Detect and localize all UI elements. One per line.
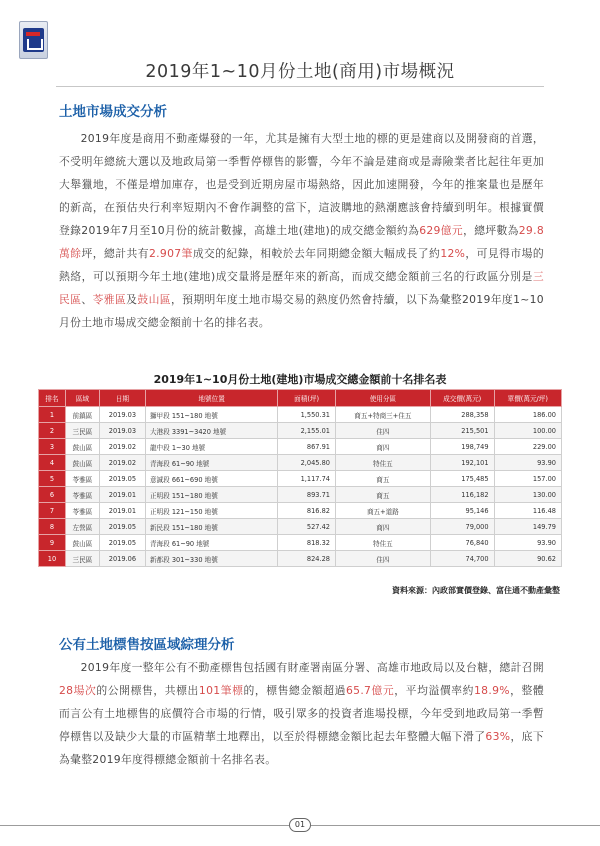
rank-cell: 5 xyxy=(39,471,66,487)
highlight-premium-rate: 18.9% xyxy=(474,684,510,697)
zoning-cell: 商五 xyxy=(335,487,430,503)
text-segment: ，可見得市場的熱絡，可以預期今年土地(建地)成交量將是歷年來的新高，而成交總金額前三名的行政區分別是 xyxy=(59,247,544,283)
unit-price-cell: 186.00 xyxy=(494,407,561,423)
district-cell: 左營區 xyxy=(66,519,100,535)
table-row xyxy=(39,503,562,519)
date-cell: 2019.06 xyxy=(99,551,145,567)
price-cell: 95,146 xyxy=(430,503,494,519)
column-header: 排名 xyxy=(39,390,66,407)
highlight-district-2: 苓雅區 xyxy=(92,293,127,306)
date-cell: 2019.05 xyxy=(99,535,145,551)
zoning-cell: 特住五 xyxy=(335,535,430,551)
lot-location-cell: 青海段 61~90 地號 xyxy=(145,535,277,551)
table-row xyxy=(39,551,562,567)
price-cell: 288,358 xyxy=(430,407,494,423)
unit-price-cell: 149.79 xyxy=(494,519,561,535)
area-cell: 818.32 xyxy=(278,535,336,551)
page-title: 2019年1~10月份土地(商用)市場概況 xyxy=(145,62,455,82)
column-header: 區域 xyxy=(66,390,100,407)
area-cell: 527.42 xyxy=(278,519,336,535)
price-cell: 116,182 xyxy=(430,487,494,503)
table-row xyxy=(39,423,562,439)
zoning-cell: 商四 xyxy=(335,519,430,535)
lot-location-cell: 正明段 151~180 地號 xyxy=(145,487,277,503)
section-heading-public-land: 公有土地標售按區域綜理分析 xyxy=(59,637,235,653)
highlight-district-3: 鼓山區 xyxy=(137,293,171,306)
table-row xyxy=(39,487,562,503)
text-segment: 、 xyxy=(81,293,93,306)
rank-cell: 3 xyxy=(39,439,66,455)
lot-location-cell: 意誠段 661~690 地號 xyxy=(145,471,277,487)
text-segment: 2019年度是商用不動產爆發的一年，尤其是擁有大型土地的標的更是建商以及開發商的首選，不受明年總統大選以及地政局第一季暫停標售的影響，今年不論是建商或是壽險業者比起往年更加大舉獵地，不僅是增加庫存，也是受到近期房屋市場熱絡，因此加速開發，今年的推案量也是歷年的新高，在預估央行利率短期內不會作調整的當下，這波購地的熱潮應該會持續到明年。根據實價登錄2019年7月至10月份的統計數據，高雄土地(建地)的成交總金額約為 xyxy=(59,132,544,237)
title-divider xyxy=(56,86,544,87)
highlight-lot-count: 101筆標 xyxy=(198,684,244,697)
lot-location-cell: 獅甲段 151~180 地號 xyxy=(145,407,277,423)
table-header-row xyxy=(39,390,562,407)
price-cell: 74,700 xyxy=(430,551,494,567)
highlight-session-count: 28場次 xyxy=(59,684,97,697)
ranking-table xyxy=(38,389,562,567)
text-segment: 的，標售總金額超過 xyxy=(243,684,346,697)
column-header: 地號位置 xyxy=(145,390,277,407)
highlight-deal-count: 2.907筆 xyxy=(149,247,193,260)
date-cell: 2019.01 xyxy=(99,503,145,519)
highlight-total-amount: 629億元 xyxy=(419,224,464,237)
highlight-total-sale: 65.7億元 xyxy=(345,684,395,697)
rank-cell: 4 xyxy=(39,455,66,471)
rank-cell: 1 xyxy=(39,407,66,423)
table-row xyxy=(39,455,562,471)
unit-price-cell: 100.00 xyxy=(494,423,561,439)
paragraph-public-land xyxy=(59,656,544,771)
table-body xyxy=(39,407,562,567)
rank-cell: 6 xyxy=(39,487,66,503)
unit-price-cell: 229.00 xyxy=(494,439,561,455)
district-cell: 苓雅區 xyxy=(66,487,100,503)
table-row xyxy=(39,535,562,551)
district-cell: 前鎮區 xyxy=(66,407,100,423)
lot-location-cell: 新都段 301~330 地號 xyxy=(145,551,277,567)
unit-price-cell: 157.00 xyxy=(494,471,561,487)
footer-divider-right xyxy=(311,825,600,826)
unit-price-cell: 116.48 xyxy=(494,503,561,519)
date-cell: 2019.03 xyxy=(99,423,145,439)
price-cell: 175,485 xyxy=(430,471,494,487)
logo-icon xyxy=(23,28,44,52)
zoning-cell: 特住五 xyxy=(335,455,430,471)
table-row xyxy=(39,439,562,455)
text-segment: 的公開標售，共標出 xyxy=(96,684,199,697)
text-segment: ，平均溢價率約 xyxy=(394,684,475,697)
unit-price-cell: 93.90 xyxy=(494,455,561,471)
zoning-cell: 商五 xyxy=(335,471,430,487)
data-source-note: 資料來源：內政部實價登錄、富住通不動產彙整 xyxy=(392,586,560,595)
district-cell: 鼓山區 xyxy=(66,455,100,471)
district-cell: 鼓山區 xyxy=(66,439,100,455)
price-cell: 76,840 xyxy=(430,535,494,551)
footer-divider-left xyxy=(0,825,289,826)
date-cell: 2019.02 xyxy=(99,455,145,471)
table-row xyxy=(39,471,562,487)
date-cell: 2019.02 xyxy=(99,439,145,455)
table-row xyxy=(39,519,562,535)
text-segment: ，總坪數為 xyxy=(463,224,519,237)
text-segment: 坪，總計共有 xyxy=(81,247,149,260)
highlight-decline: 63% xyxy=(485,730,511,743)
text-segment: 及 xyxy=(126,293,138,306)
district-cell: 苓雅區 xyxy=(66,503,100,519)
table-title: 2019年1~10月份土地(建地)市場成交總金額前十名排名表 xyxy=(153,373,447,386)
lot-location-cell: 大港段 3391~3420 地號 xyxy=(145,423,277,439)
column-header: 單價(萬元/坪) xyxy=(494,390,561,407)
unit-price-cell: 130.00 xyxy=(494,487,561,503)
zoning-cell: 住四 xyxy=(335,551,430,567)
table-row xyxy=(39,407,562,423)
price-cell: 198,749 xyxy=(430,439,494,455)
price-cell: 192,101 xyxy=(430,455,494,471)
district-cell: 三民區 xyxy=(66,551,100,567)
highlight-growth: 12% xyxy=(440,247,466,260)
lot-location-cell: 青海段 61~90 地號 xyxy=(145,455,277,471)
rank-cell: 8 xyxy=(39,519,66,535)
zoning-cell: 商四 xyxy=(335,439,430,455)
area-cell: 2,155.01 xyxy=(278,423,336,439)
rank-cell: 9 xyxy=(39,535,66,551)
area-cell: 867.91 xyxy=(278,439,336,455)
area-cell: 816.82 xyxy=(278,503,336,519)
company-logo xyxy=(19,21,48,59)
rank-cell: 2 xyxy=(39,423,66,439)
highlight-total-area: 29.8萬餘 xyxy=(59,224,545,260)
district-cell: 鼓山區 xyxy=(66,535,100,551)
unit-price-cell: 90.62 xyxy=(494,551,561,567)
zoning-cell: 住四 xyxy=(335,423,430,439)
date-cell: 2019.03 xyxy=(99,407,145,423)
area-cell: 1,550.31 xyxy=(278,407,336,423)
unit-price-cell: 93.90 xyxy=(494,535,561,551)
rank-cell: 7 xyxy=(39,503,66,519)
date-cell: 2019.05 xyxy=(99,471,145,487)
highlight-district-1: 三民區 xyxy=(59,270,544,306)
top-bar xyxy=(0,0,600,4)
district-cell: 苓雅區 xyxy=(66,471,100,487)
text-segment: ，底下為彙整2019年度得標總金額前十名排名表。 xyxy=(59,730,544,766)
lot-location-cell: 新民段 151~180 地號 xyxy=(145,519,277,535)
zoning-cell: 商五+道路 xyxy=(335,503,430,519)
area-cell: 2,045.80 xyxy=(278,455,336,471)
text-segment: 成交的紀錄，相較於去年同期總金額大幅成長了約 xyxy=(192,247,441,260)
column-header: 面積(坪) xyxy=(278,390,336,407)
paragraph-land-market xyxy=(59,127,544,334)
price-cell: 79,000 xyxy=(430,519,494,535)
lot-location-cell: 龍中段 1~30 地號 xyxy=(145,439,277,455)
column-header: 成交價(萬元) xyxy=(430,390,494,407)
date-cell: 2019.01 xyxy=(99,487,145,503)
date-cell: 2019.05 xyxy=(99,519,145,535)
text-segment: ，預期明年度土地市場交易的熱度仍然會持續，以下為彙整2019年度1~10月份土地市場成交總金額前十名的排名表。 xyxy=(59,293,544,329)
district-cell: 三民區 xyxy=(66,423,100,439)
zoning-cell: 商五+特商三+住五 xyxy=(335,407,430,423)
lot-location-cell: 正明段 121~150 地號 xyxy=(145,503,277,519)
rank-cell: 10 xyxy=(39,551,66,567)
column-header: 日期 xyxy=(99,390,145,407)
page-number: 01 xyxy=(289,818,311,832)
area-cell: 824.28 xyxy=(278,551,336,567)
text-segment: ，整體而言公有土地標售的底價符合市場的行情，吸引眾多的投資者進場投標，今年受到地政局第一季暫停標售以及缺少大量的市區精華土地釋出，以至於得標總金額比起去年整體大幅下滑了 xyxy=(59,684,544,743)
area-cell: 893.71 xyxy=(278,487,336,503)
area-cell: 1,117.74 xyxy=(278,471,336,487)
price-cell: 215,501 xyxy=(430,423,494,439)
column-header: 使用分區 xyxy=(335,390,430,407)
section-heading-land-market: 土地市場成交分析 xyxy=(59,104,167,120)
text-segment: 2019年度一整年公有不動產標售包括國有財產署南區分署、高雄市地政局以及台糖，總計召開 xyxy=(80,661,544,674)
